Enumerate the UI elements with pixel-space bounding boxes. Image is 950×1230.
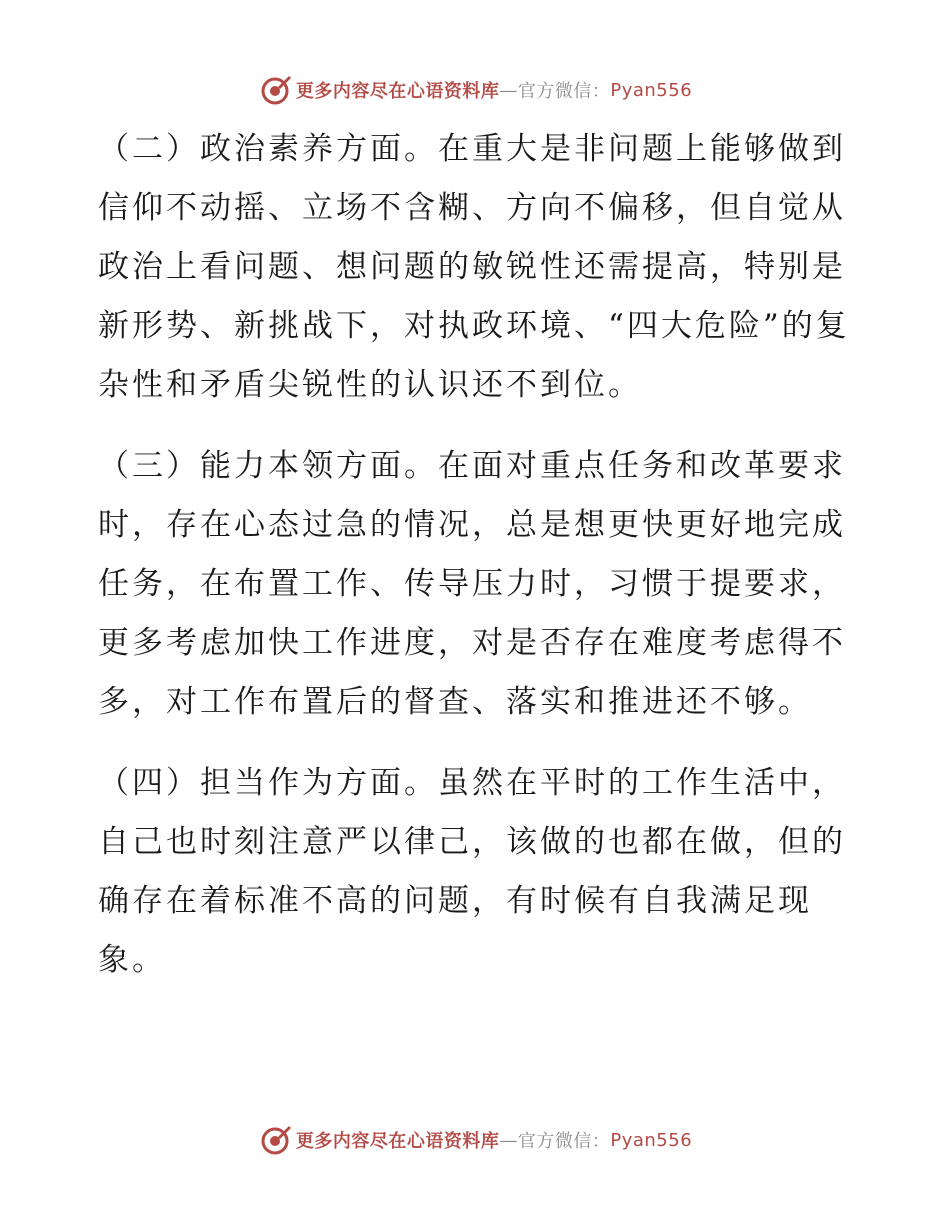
watermark-dash: — <box>499 1129 518 1151</box>
watermark-brand-text: 更多内容尽在心语资料库 <box>295 1131 500 1152</box>
header-watermark <box>0 70 950 110</box>
paragraph-ability: （三）能力本领方面。在面对重点任务和改革要求时，存在心态过急的情况，总是想更快更好地完成任务，在布置工作、传导压力时，习惯于提要求，更多考虑加快工作进度，对是否存在难度考虑得不多，对工作布置后的督查、落实和推进还不够。 <box>98 448 846 720</box>
watermark-wechat-label: 官方微信： <box>517 81 611 102</box>
document-body <box>98 120 858 1012</box>
paragraph-responsibility: （四）担当作为方面。虽然在平时的工作生活中，自己也时刻注意严以律己，该做的也都在做，但的确存在着标准不高的问题，有时候有自我满足现象。 <box>98 765 846 978</box>
watermark-brand-text: 更多内容尽在心语资料库 <box>295 81 500 102</box>
paragraph-political-quality: （二）政治素养方面。在重大是非问题上能够做到信仰不动摇、立场不含糊、方向不偏移，但自觉从政治上看问题、想问题的敏锐性还需提高，特别是新形势、新挑战下，对执政环境、“四大危险”的复杂性和矛盾尖锐性的认识还不到位。 <box>98 131 850 403</box>
pen-seal-logo-icon <box>258 1123 292 1157</box>
pen-seal-logo-icon <box>258 73 292 107</box>
watermark-dash: — <box>499 79 518 101</box>
watermark-account: Pyan556 <box>610 79 693 101</box>
footer-watermark <box>0 1120 950 1160</box>
watermark-account: Pyan556 <box>610 1129 693 1151</box>
watermark-wechat-label: 官方微信： <box>517 1131 611 1152</box>
